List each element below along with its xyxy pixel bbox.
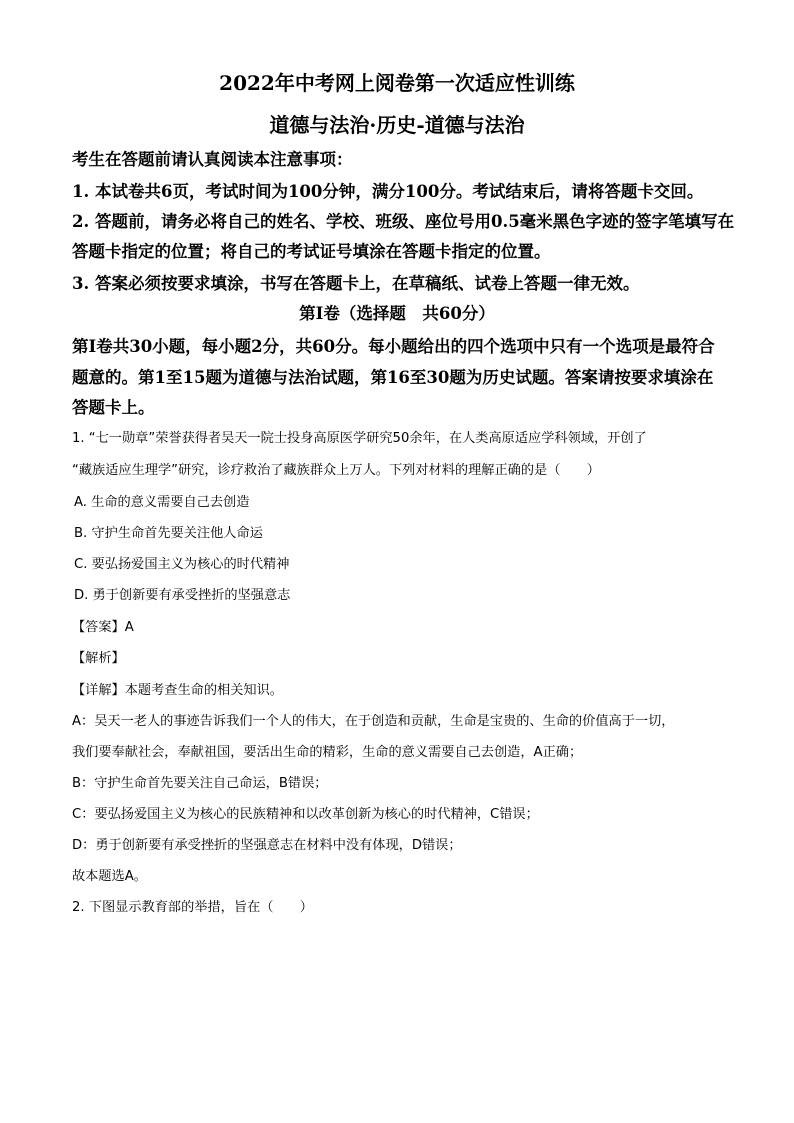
option-d: D. 勇于创新要有承受挫折的坚强意志: [74, 588, 291, 603]
notice-item: 3. 答案必须按要求填涂，书写在答题卡上，在草稿纸、试卷上答题一律无效。: [72, 274, 640, 293]
option-a: A. 生命的意义需要自己去创造: [74, 495, 250, 510]
analysis-label: 【解析】: [72, 651, 125, 666]
section-intro-line: 第Ⅰ卷共30小题，每小题2分，共60分。每小题给出的四个选项中只有一个选项是最符合: [72, 337, 715, 356]
detail-line: 【详解】本题考查生命的相关知识。: [72, 683, 283, 698]
section-title: 第Ⅰ卷（选择题 共60分）: [299, 304, 495, 323]
detail-line: C：要弘扬爱国主义为核心的民族精神和以改革创新为核心的时代精神，C错误；: [72, 807, 539, 822]
option-c: C. 要弘扬爱国主义为核心的时代精神: [74, 557, 290, 572]
option-b: B. 守护生命首先要关注他人命运: [74, 526, 263, 541]
exam-title: 2022年中考网上阅卷第一次适应性训练: [219, 71, 575, 95]
section-intro-line: 答题卡上。: [72, 398, 155, 417]
question-2-stem: 2. 下图显示教育部的举措，旨在（ ）: [72, 900, 313, 915]
question-1-stem: 1. “七一勋章”荣誉获得者吴天一院士投身高原医学研究50余年，在人类高原适应学科领域，开创了: [72, 431, 647, 446]
detail-line: A：吴天一老人的事迹告诉我们一个人的伟大，在于创造和贡献，生命是宝贵的、生命的价值高于一切，: [72, 714, 675, 729]
notice-heading: 考生在答题前请认真阅读本注意事项：: [72, 150, 353, 169]
answer-line: 【答案】A: [72, 620, 134, 635]
notice-item: 1. 本试卷共6页，考试时间为100分钟，满分100分。考试结束后，请将答题卡交回。: [72, 182, 704, 201]
detail-line: B：守护生命首先要关注自己命运，B错误；: [72, 776, 328, 791]
detail-line: 故本题选A。: [72, 869, 147, 884]
section-intro-line: 题意的。第1至15题为道德与法治试题，第16至30题为历史试题。答案请按要求填涂在: [72, 368, 714, 387]
notice-item: 答题卡指定的位置；将自己的考试证号填涂在答题卡指定的位置。: [72, 242, 551, 261]
detail-line: 我们要奉献社会，奉献祖国，要活出生命的精彩，生命的意义需要自己去创造，A正确；: [72, 745, 583, 760]
notice-item: 2. 答题前，请务必将自己的姓名、学校、班级、座位号用0.5毫米黑色字迹的签字笔填写在: [72, 212, 735, 231]
detail-line: D：勇于创新要有承受挫折的坚强意志在材料中没有体现，D错误；: [72, 838, 462, 853]
question-1-stem: “藏族适应生理学”研究，诊疗救治了藏族群众上万人。下列对材料的理解正确的是（ ）: [72, 463, 600, 478]
exam-subtitle: 道德与法治·历史-道德与法治: [269, 113, 525, 137]
